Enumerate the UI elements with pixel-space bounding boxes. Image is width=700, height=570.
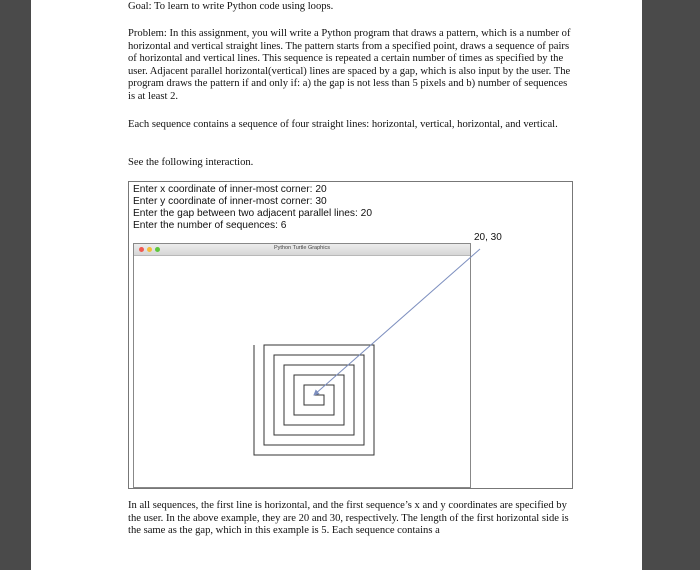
console-line-x: Enter x coordinate of inner-most corner: 20	[133, 184, 327, 195]
annotation-arrow	[314, 249, 480, 395]
explanation-paragraph: In all sequences, the first line is horizontal, and the first sequence’s x and y coordinates are specified by the user. In the above example, they are 20 and 30, respectively. The length of the first horizontal side is the same as the gap, which in this example is 5. Each sequence contains a	[128, 500, 569, 537]
window-title: Python Turtle Graphics	[274, 245, 330, 251]
left-margin-bar	[0, 0, 31, 570]
coordinate-annotation: 20, 30	[474, 232, 502, 243]
see-interaction-paragraph: See the following interaction.	[128, 157, 254, 168]
right-margin-bar	[642, 0, 700, 570]
spiral-pattern	[254, 345, 374, 455]
sequence-paragraph: Each sequence contains a sequence of four straight lines: horizontal, vertical, horizontal, and vertical.	[128, 119, 558, 130]
console-line-gap: Enter the gap between two adjacent parallel lines: 20	[133, 208, 372, 219]
console-line-y: Enter y coordinate of inner-most corner: 30	[133, 196, 327, 207]
goal-paragraph: Goal: To learn to write Python code using loops.	[128, 1, 334, 12]
problem-paragraph: Problem: In this assignment, you will write a Python program that draws a pattern, which is a number of horizontal and vertical straight lines. The pattern starts from a specified point, draws a sequence of pairs of horizontal and vertical lines. This sequence is repeated a certain number of times as specified by the user. Adjacent parallel horizontal(vertical) lines are spaced by a gap, which is also input by the user. The program draws the pattern if and only if: a) the gap is not less than 5 pixels and b) number of sequences is at least 2.	[128, 28, 571, 102]
drawing-overlay	[128, 181, 572, 488]
console-line-sequences: Enter the number of sequences: 6	[133, 220, 287, 231]
